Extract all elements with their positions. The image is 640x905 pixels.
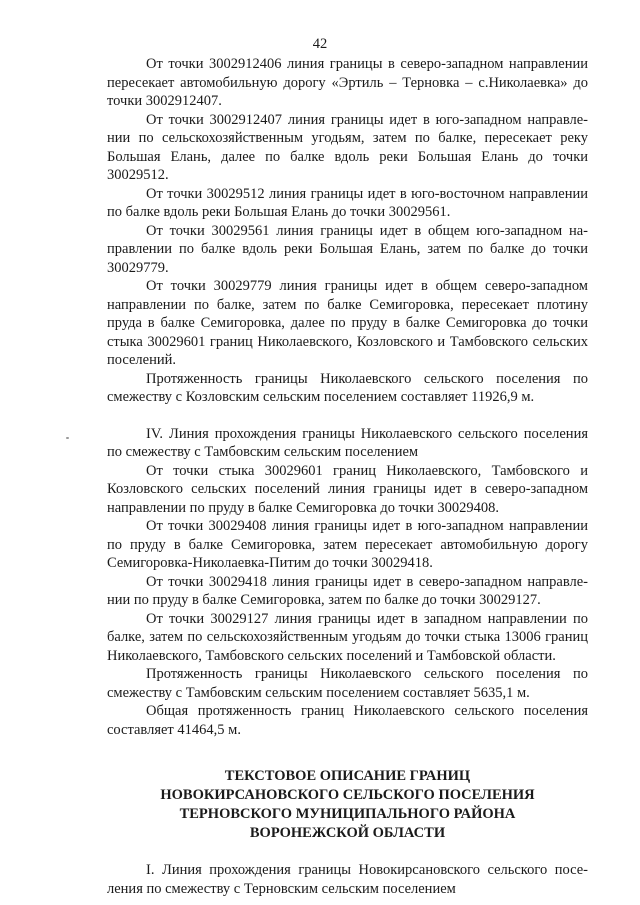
- title-line: НОВОКИРСАНОВСКОГО СЕЛЬСКОГО ПОСЕЛЕНИЯ: [160, 787, 535, 803]
- paragraph: От точки 3002912407 линия границы идет в юго-западном направлении по сельскохозяйственным угодьям, затем по балке, пересекает реку Большая Елань, далее по балке вдоль реки Большая Елань до точки 30029512.: [107, 111, 588, 183]
- section-heading-iv: IV. Линия прохождения границы Николаевского сельского поселения по смежеству с Тамбовским сельским поселением: [107, 425, 588, 460]
- paragraph: От точки 30029779 линия границы идет в общем северо-западном направлении по балке, затем по балке Семигоровка, пересекает плотину пруда в балке Семигоровка, далее по пруду в балке Семигоровка до точки стыка 30029601 границ Николаевского, Козловского и Тамбовского сельских поселений.: [107, 278, 588, 368]
- paragraph: Общая протяженность границ Николаевского сельского поселения составляет 41464,5 м.: [107, 703, 588, 738]
- paragraph: От точки 30029512 линия границы идет в юго-восточном направлении по балке вдоль реки Большая Елань до точки 30029561.: [107, 185, 588, 220]
- document-body: [107, 55, 588, 898]
- paragraph: Протяженность границы Николаевского сельского поселения по смежеству с Тамбовским сельским поселением составляет 5635,1 м.: [107, 666, 588, 701]
- scan-speck: [66, 437, 69, 439]
- paragraph: От точки 30029561 линия границы идет в общем юго-западном направлении по балке вдоль реки Большая Елань, затем по балке до точки 30029779.: [107, 222, 588, 276]
- title-line: ТЕРНОВСКОГО МУНИЦИПАЛЬНОГО РАЙОНА: [179, 806, 516, 822]
- paragraph: От точки 30029127 линия границы идет в западном направлении по балке, затем по сельскохозяйственным угодьям до точки стыка 13006 границ Николаевского, Тамбовского сельских поселений и Тамбовской области.: [107, 610, 588, 664]
- page-number: 42: [312, 36, 328, 52]
- document-title: [107, 767, 588, 843]
- paragraph: От точки стыка 30029601 границ Николаевского, Тамбовского и Козловского сельских поселений линия границы идет в северо-западном направлении по пруду в балке Семигоровка до точки 30029408.: [107, 462, 588, 516]
- paragraph: От точки 30029418 линия границы идет в северо-западном направлении по пруду в балке Семигоровка, затем по балке до точки 30029127.: [107, 573, 588, 608]
- title-line: ВОРОНЕЖСКОЙ ОБЛАСТИ: [249, 825, 446, 841]
- paragraph: От точки 30029408 линия границы идет в юго-западном направлении по пруду в балке Семигоровка, затем пересекает автомобильную дорогу Семигоровка-Николаевка-Питим до точки 30029418.: [107, 518, 588, 571]
- paragraph: От точки 3002912406 линия границы в северо-западном направлении пересекает автомобильную дорогу «Эртиль – Терновка – с.Николаевка» до точки 3002912407.: [107, 56, 588, 109]
- title-line: ТЕКСТОВОЕ ОПИСАНИЕ ГРАНИЦ: [224, 768, 471, 784]
- section-heading-i: I. Линия прохождения границы Новокирсановского сельского поселения по смежеству с Терновским сельским поселением: [107, 862, 588, 897]
- paragraph: Протяженность границы Николаевского сельского поселения по смежеству с Козловским сельским поселением составляет 11926,9 м.: [107, 370, 588, 405]
